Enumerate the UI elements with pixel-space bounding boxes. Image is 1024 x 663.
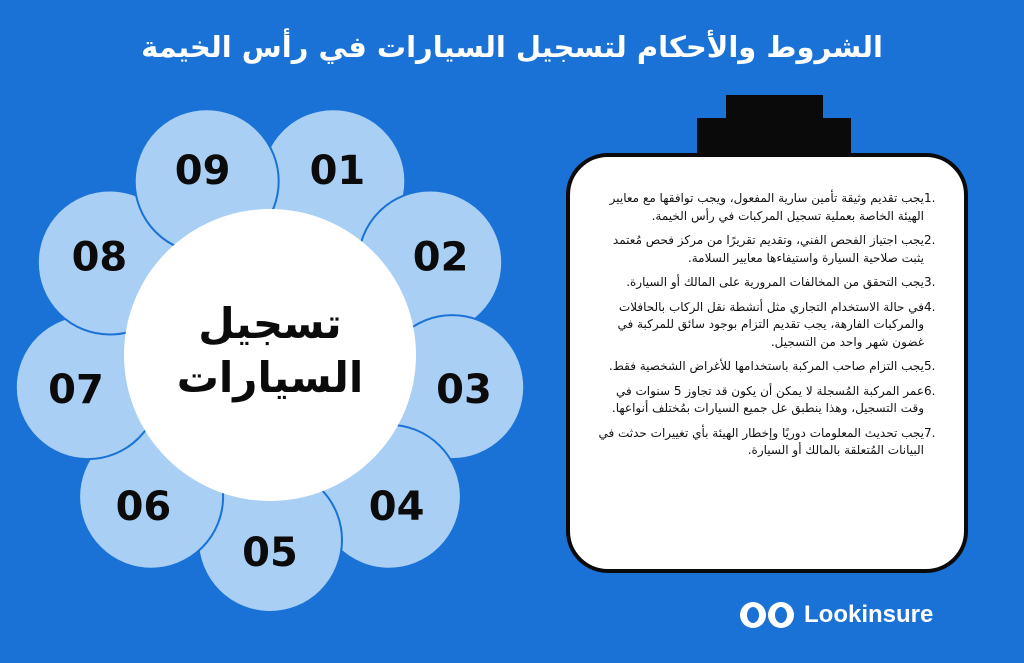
term-number: 6. [924,383,936,398]
term-item [590,299,952,352]
term-number: 3. [924,275,936,289]
center-label-line2: السيارات [176,353,364,402]
term-item [590,383,952,418]
term-text: يجب التزام صاحب المركبة باستخدامها للأغراض الشخصية فقط. [608,359,924,373]
petal-label-04: 04 [368,483,425,530]
bottle-cap-bottom [697,118,851,156]
term-number: 5. [924,359,936,373]
term-item [590,190,952,225]
petal-label-07: 07 [48,367,104,414]
term-text: يجب تحديث المعلومات دوريًا وإخطار الهيئة بأي تغييرات حدثت في البيانات المُتعلقة بالمالك أو السيارة. [598,425,924,457]
term-number: 7. [924,425,936,440]
petal-label-02: 02 [412,234,469,281]
term-number: 4. [924,299,936,314]
center-label-line1: تسجيل [198,299,342,348]
petal-label-05: 05 [242,530,298,576]
eyes-logo-icon [740,602,796,628]
lookinsure-logo [740,600,933,630]
petal-label-01: 01 [309,147,366,194]
term-item [590,274,952,292]
term-item [590,425,952,460]
page-title: الشروط والأحكام لتسجيل السيارات في رأس الخيمة [141,30,883,64]
petal-label-09: 09 [174,147,231,194]
term-number: 2. [924,233,936,247]
term-text: يجب تقديم وثيقة تأمين سارية المفعول، ويجب توافقها مع معايير الهيئة الخاصة بعملية تسجيل المركبات في رأس الخيمة. [609,191,924,223]
logo-text: Lookinsure [804,601,934,628]
term-text: يجب التحقق من المخالفات المرورية على المالك أو السيارة. [626,275,924,289]
term-item [590,358,952,376]
petal-label-06: 06 [115,483,172,530]
term-text: في حالة الاستخدام التجاري مثل أنشطة نقل الركاب بالحافلات والمركبات الفارهة، يجب تقديم التزام بوجود سائق للمركبة في غضون شهر واحد من التسجيل. [617,299,924,349]
term-number: 1. [924,191,936,205]
petal-label-03: 03 [436,367,492,414]
term-text: عمر المركبة المُسجلة لا يمكن أن يكون قد تجاوز 5 سنوات في وقت التسجيل، وهذا ينطبق عل جميع السيارات بمُختلف أنواعها. [611,383,924,415]
terms-list [590,190,952,467]
term-item [590,232,952,267]
term-text: يجب اجتياز الفحص الفني، وتقديم تقريرًا من مركز فحص مُعتمد يثبت صلاحية السيارة واستيفاءها معايير السلامة. [612,233,924,265]
petal-label-08: 08 [71,234,128,281]
